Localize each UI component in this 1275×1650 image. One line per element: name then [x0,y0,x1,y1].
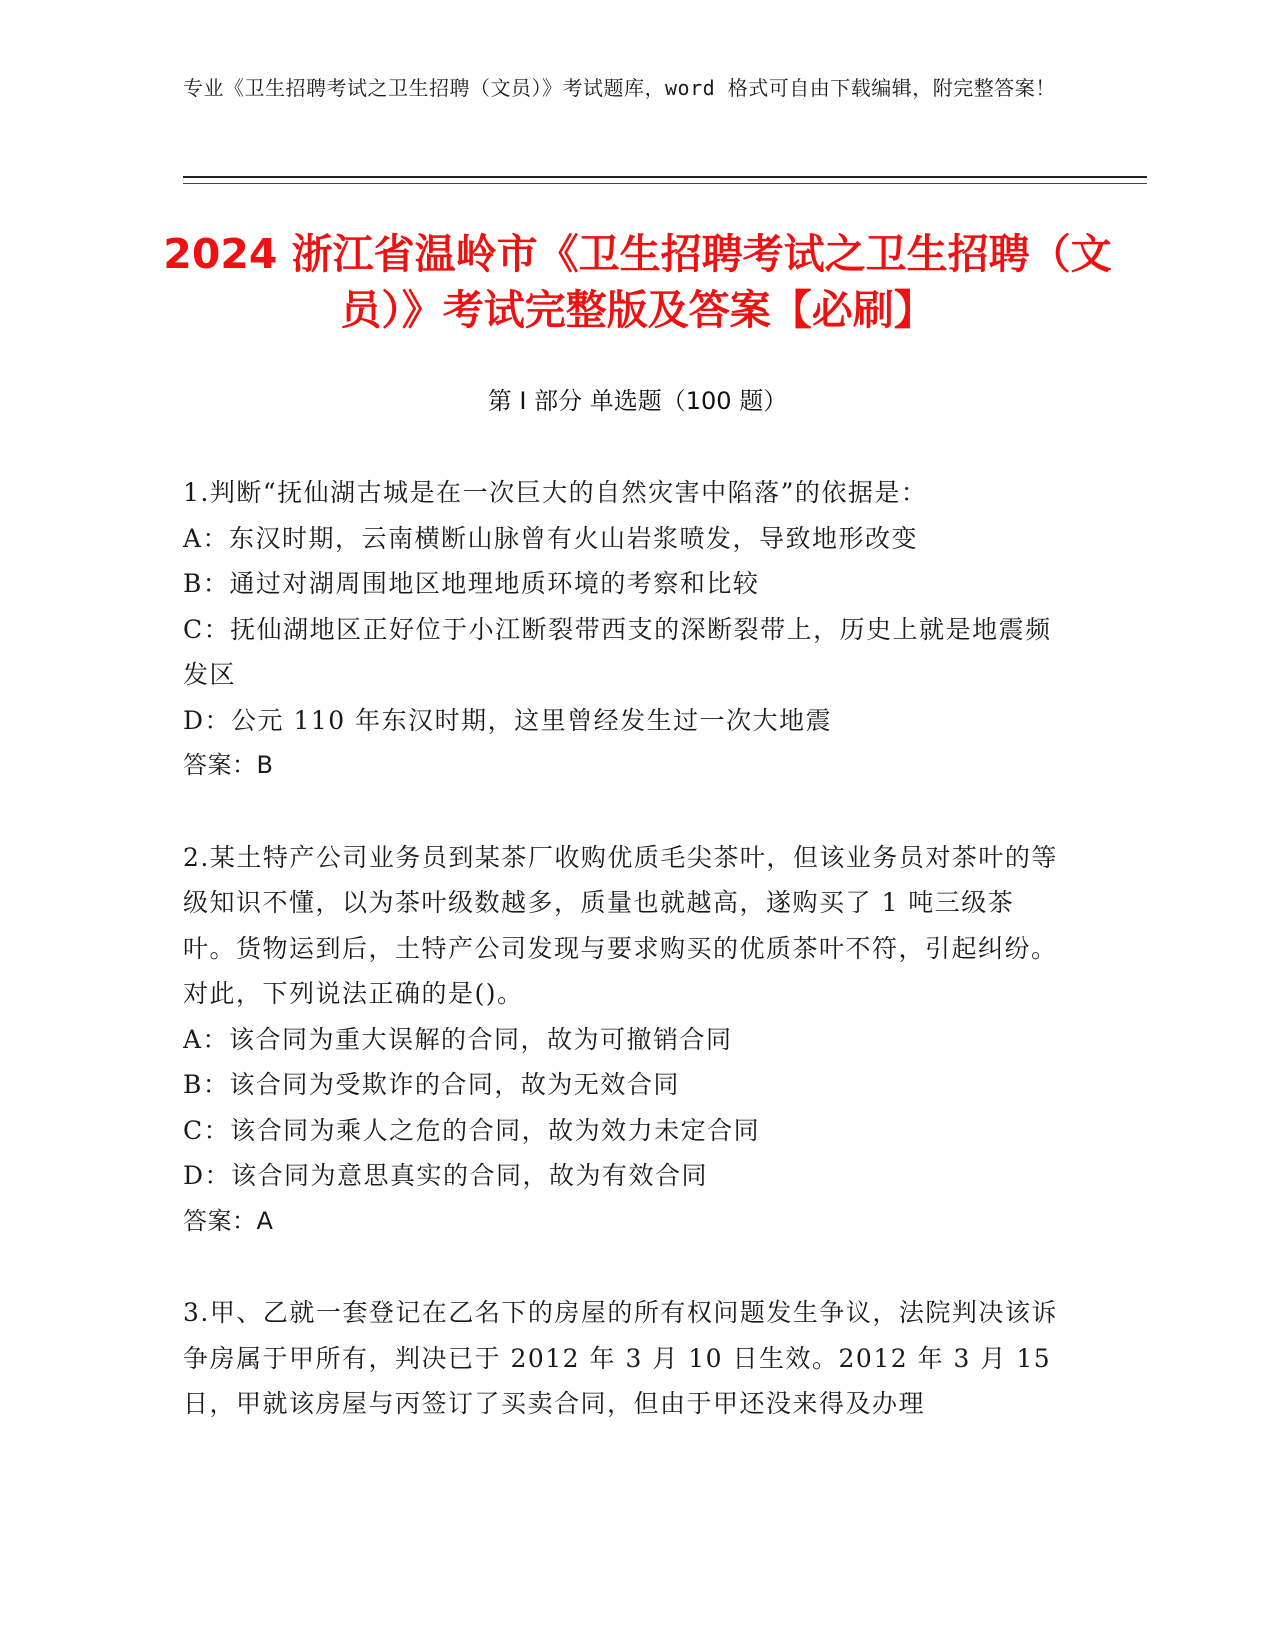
section-heading: 第 I 部分 单选题（100 题） [487,387,788,415]
answer-line: 答案：A [183,1206,274,1235]
option-c: C：该合同为乘人之危的合同，故为效力未定合同 [183,1115,761,1145]
question-list [183,470,1063,1650]
question-1 [183,470,1063,789]
option-d: D：该合同为意思真实的合同，故为有效合同 [183,1161,709,1190]
header-divider-thick [183,176,1147,178]
option-b: B：通过对湖周围地区地理地质环境的考察和比较 [183,569,760,598]
header-divider-thin [183,183,1147,184]
option-b: B：该合同为受欺诈的合同，故为无效合同 [183,1070,680,1099]
document-title: 2024 浙江省温岭市《卫生招聘考试之卫生招聘（文员）》考试完整版及答案【必刷】 [163,230,1112,334]
question-stem: 3.甲、乙就一套登记在乙名下的房屋的所有权问题发生争议，法院判决该诉争房属于甲所有，判决已于 2012 年 3 月 10 日生效。2012 年 3 月 15 日，甲就该房屋与丙签订了买卖合同，但由于甲还没来得及办理 [183,1298,1058,1418]
header-note: 专业《卫生招聘考试之卫生招聘（文员）》考试题库，word 格式可自由下载编辑，附完整答案！ [183,76,1056,100]
option-d: D：公元 110 年东汉时期，这里曾经发生过一次大地震 [183,705,833,735]
option-a: A：东汉时期，云南横断山脉曾有火山岩浆喷发，导致地形改变 [183,523,919,553]
question-stem: 2.某土特产公司业务员到某茶厂收购优质毛尖茶叶，但该业务员对茶叶的等级知识不懂，以为茶叶级数越多，质量也就越高，遂购买了 1 吨三级茶叶。货物运到后，土特产公司发现与要求购买的优质茶叶不符，引起纠纷。对此，下列说法正确的是()。 [183,842,1058,1008]
question-3 [183,1290,1063,1427]
option-a: A：该合同为重大误解的合同，故为可撤销合同 [183,1024,733,1054]
question-2 [183,835,1063,1245]
answer-line: 答案：B [183,751,274,779]
option-c: C：抚仙湖地区正好位于小江断裂带西支的深断裂带上，历史上就是地震频发区 [183,614,1052,689]
question-stem: 1.判断“抚仙湖古城是在一次巨大的自然灾害中陷落”的依据是： [183,478,928,507]
